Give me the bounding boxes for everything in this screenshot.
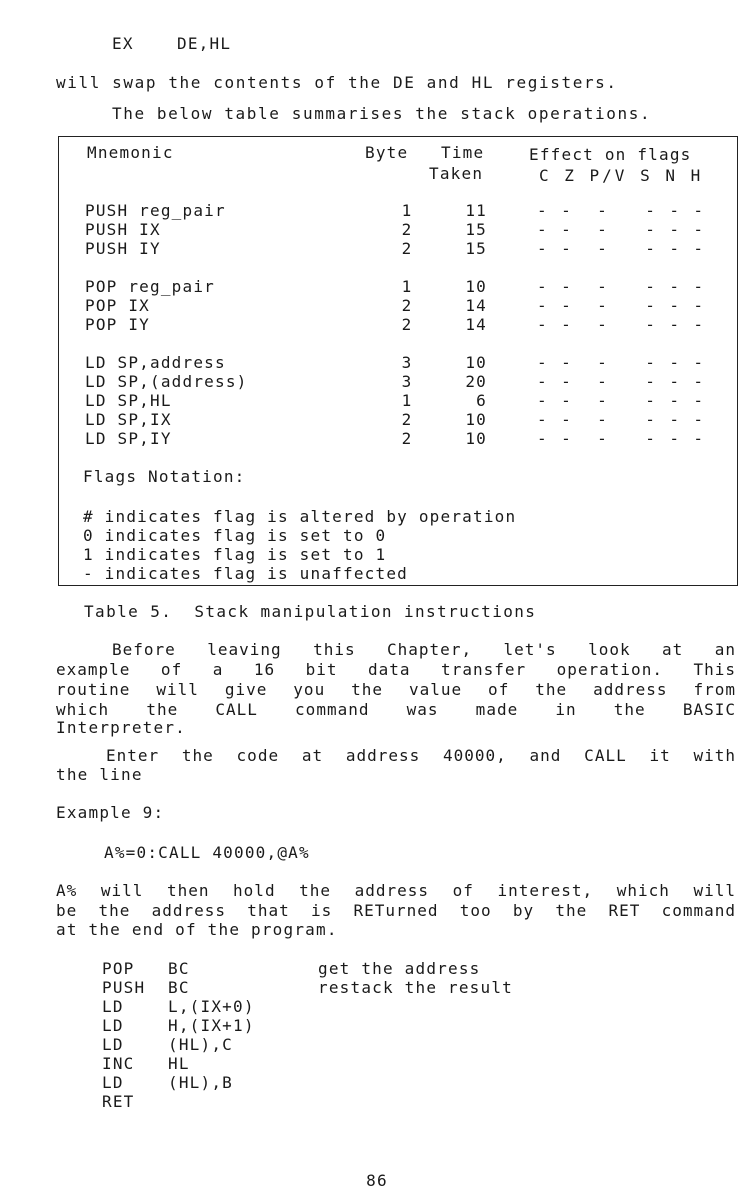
row-flags: - - - - - - [537,315,706,334]
table-caption: Table 5. Stack manipulation instructions [84,602,537,621]
row-mnemonic: LD SP,HL [85,391,172,410]
header-time-taken: Taken [429,164,484,183]
row-mnemonic: PUSH IX [85,220,161,239]
asm-opcode: POP [102,959,135,978]
row-byte: 3 [401,353,413,372]
row-mnemonic: POP IY [85,315,150,334]
para1-last-line: Interpreter. [56,718,186,737]
row-byte: 1 [401,391,413,410]
para3-line: A% will then hold the address of interest, which will [56,881,736,900]
asm-operands: BC [168,978,190,997]
row-mnemonic: LD SP,(address) [85,372,248,391]
row-time: 20 [465,372,487,391]
row-flags: - - - - - - [537,372,706,391]
example-label: Example 9: [56,803,165,822]
row-byte: 2 [401,239,413,258]
notation-line: # indicates flag is altered by operation [83,507,517,526]
row-flags: - - - - - - [537,239,706,258]
header-byte: Byte [365,143,409,162]
row-time: 10 [465,277,487,296]
basic-command-line: A%=0:CALL 40000,@A% [104,843,310,862]
notation-line: - indicates flag is unaffected [83,564,408,583]
row-time: 11 [465,201,487,220]
row-mnemonic: POP IX [85,296,150,315]
row-byte: 1 [401,201,413,220]
asm-operands: (HL),B [168,1073,233,1092]
para2-line: Enter the code at address 40000, and CALL it with [106,746,736,765]
asm-operands: HL [168,1054,190,1073]
para1-line: example of a 16 bit data transfer operation. This [56,660,736,679]
asm-opcode: LD [102,1016,124,1035]
row-time: 15 [465,220,487,239]
row-time: 10 [465,429,487,448]
row-flags: - - - - - - [537,429,706,448]
asm-opcode: INC [102,1054,135,1073]
row-byte: 2 [401,220,413,239]
row-byte: 2 [401,315,413,334]
row-time: 14 [465,296,487,315]
asm-opcode: PUSH [102,978,146,997]
row-time: 14 [465,315,487,334]
row-mnemonic: PUSH IY [85,239,161,258]
asm-operands: H,(IX+1) [168,1016,255,1035]
row-flags: - - - - - - [537,353,706,372]
para2-last-line: the line [56,765,143,784]
row-mnemonic: LD SP,IY [85,429,172,448]
para3-line: be the address that is RETurned too by the RET command [56,901,736,920]
row-mnemonic: LD SP,IX [85,410,172,429]
row-byte: 3 [401,372,413,391]
row-flags: - - - - - - [537,410,706,429]
row-time: 10 [465,410,487,429]
header-effect-on-flags: Effect on flags [529,145,692,164]
asm-opcode: LD [102,1073,124,1092]
row-flags: - - - - - - [537,391,706,410]
para1-line: Before leaving this Chapter, let's look at an [112,640,736,659]
intro-summary-text: The below table summarises the stack operations. [112,104,652,123]
intro-swap-text: will swap the contents of the DE and HL registers. [56,73,618,92]
row-mnemonic: POP reg_pair [85,277,215,296]
header-mnemonic: Mnemonic [87,143,174,162]
asm-comment: restack the result [318,978,513,997]
header-time: Time [441,143,485,162]
row-mnemonic: PUSH reg_pair [85,201,226,220]
asm-opcode: LD [102,997,124,1016]
row-flags: - - - - - - [537,277,706,296]
header-flag-letters: C Z P/V S N H [539,166,704,185]
para1-line: routine will give you the value of the address from [56,680,736,699]
asm-operands: (HL),C [168,1035,233,1054]
notation-line: 0 indicates flag is set to 0 [83,526,387,545]
asm-opcode: LD [102,1035,124,1054]
row-flags: - - - - - - [537,201,706,220]
asm-operands: BC [168,959,190,978]
asm-comment: get the address [318,959,481,978]
para3-last-line: at the end of the program. [56,920,338,939]
intro-code-line: EX DE,HL [112,34,232,53]
notation-line: 1 indicates flag is set to 1 [83,545,387,564]
para1-line: which the CALL command was made in the BASIC [56,700,736,719]
row-byte: 2 [401,429,413,448]
row-byte: 1 [401,277,413,296]
stack-operations-table [58,136,738,586]
row-flags: - - - - - - [537,220,706,239]
page-number: 86 [366,1171,388,1190]
row-byte: 2 [401,410,413,429]
row-byte: 2 [401,296,413,315]
row-mnemonic: LD SP,address [85,353,226,372]
row-time: 6 [476,391,487,410]
row-flags: - - - - - - [537,296,706,315]
asm-opcode: RET [102,1092,135,1111]
row-time: 15 [465,239,487,258]
asm-operands: L,(IX+0) [168,997,255,1016]
flags-notation-title: Flags Notation: [83,467,246,486]
row-time: 10 [465,353,487,372]
